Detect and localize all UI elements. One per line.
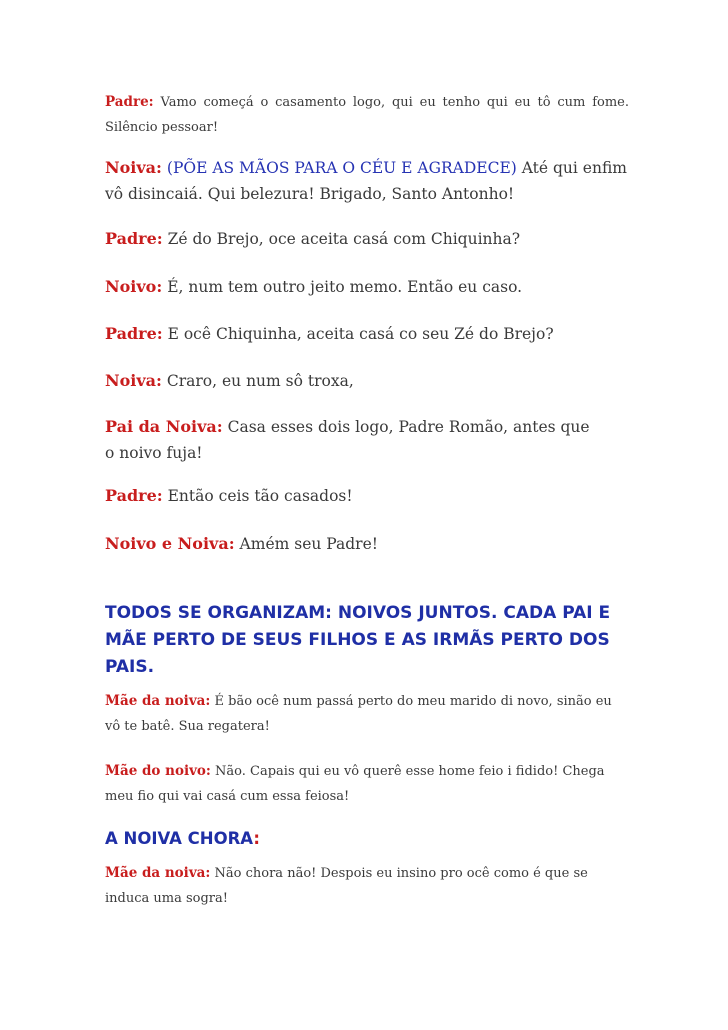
stage-direction-colon: : [253, 829, 260, 848]
speaker-name: Mãe da noiva: [105, 865, 211, 881]
speaker-name: Noiva: [105, 371, 162, 390]
dialogue-line [105, 861, 629, 911]
dialogue-text: Então ceis tão casados! [167, 487, 353, 505]
dialogue-text: Até qui enfim vô disincaiá. Qui belezura! Brigado, Santo Antonho! [105, 159, 627, 203]
stage-direction-heading: TODOS SE ORGANIZAM: NOIVOS JUNTOS. CADA PAI E MÃE PERTO DE SEUS FILHOS E AS IRMÃS PERTO DOS PAIS. [105, 603, 611, 677]
dialogue-line [105, 321, 629, 347]
stage-direction-text: A NOIVA CHORA [105, 829, 254, 848]
speaker-name: Padre: [105, 486, 163, 505]
speaker-name: Padre: [105, 94, 154, 110]
dialogue-line [105, 414, 595, 466]
dialogue-line [105, 368, 629, 394]
dialogue-line [105, 483, 629, 509]
dialogue-line [105, 274, 629, 300]
dialogue-line [105, 531, 629, 557]
speaker-name: Mãe da noiva: [105, 693, 211, 709]
dialogue-text: Craro, eu num sô troxa, [166, 372, 354, 390]
stage-direction-heading [105, 826, 629, 852]
speaker-name: Noiva: [105, 158, 162, 177]
dialogue-text: É bão ocê num passá perto do meu marido di novo, sinão eu vô te batê. Sua regatera! [105, 694, 612, 734]
speaker-name: Noivo: [105, 277, 163, 296]
speaker-name: Mãe do noivo: [105, 763, 211, 779]
dialogue-text: Não chora não! Despois eu insino pro ocê como é que se induca uma sogra! [105, 866, 588, 906]
dialogue-line [105, 155, 629, 207]
speaker-name: Padre: [105, 229, 163, 248]
dialogue-line [105, 759, 629, 809]
dialogue-text: Vamo começá o casamento logo, qui eu tenho qui eu tô cum fome. Silêncio pessoar! [105, 95, 629, 135]
dialogue-text: E ocê Chiquinha, aceita casá co seu Zé do Brejo? [167, 325, 554, 343]
speaker-name: Padre: [105, 324, 163, 343]
dialogue-text: Zé do Brejo, oce aceita casá com Chiquinha? [167, 230, 521, 248]
dialogue-line [105, 226, 629, 252]
dialogue-text: Amém seu Padre! [239, 535, 378, 553]
inline-stage-direction: (PÕE AS MÃOS PARA O CÉU E AGRADECE) [166, 159, 517, 177]
dialogue-text: Casa esses dois logo, Padre Romão, antes que o noivo fuja! [105, 418, 590, 462]
speaker-name: Pai da Noiva: [105, 417, 223, 436]
dialogue-text: Não. Capais qui eu vô querê esse home feio i fidido! Chega meu fio qui vai casá cum essa feiosa! [105, 764, 605, 804]
dialogue-line [105, 689, 629, 739]
dialogue-line [105, 90, 629, 140]
speaker-name: Noivo e Noiva: [105, 534, 235, 553]
dialogue-text: É, num tem outro jeito memo. Então eu caso. [167, 278, 523, 296]
